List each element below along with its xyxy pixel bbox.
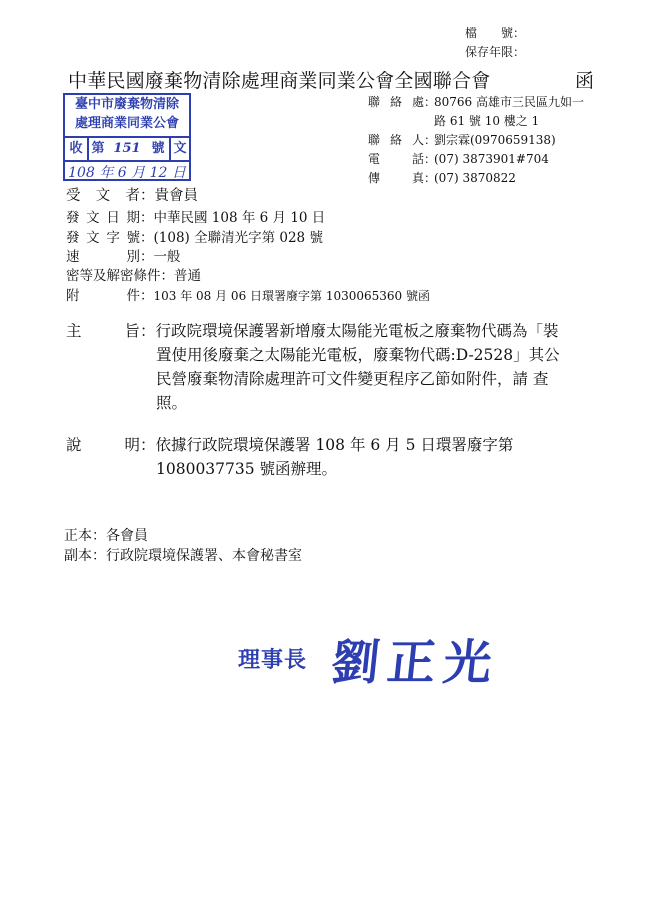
person-label: 聯 絡 人 [368, 133, 424, 147]
subject-label: 主 旨 [66, 322, 140, 340]
stamp-line2: 處理商業同業公會 [74, 116, 179, 131]
stamp-recv: 收 [65, 138, 89, 160]
explanation-line1: 依據行政院環境保護署 108 年 6 月 5 日環署廢字第 [155, 436, 514, 454]
stamp-date: 108 年 6 月 12 日 [68, 165, 186, 181]
subject-line3: 民營廢棄物清除處理許可文件變更程序乙節如附件，請 查 [156, 370, 549, 388]
date-label: 發文日期 [66, 210, 140, 226]
archive-info [465, 24, 615, 62]
subject-line2: 置使用後廢棄之太陽能光電板，廢棄物代碼:D-2528」其公 [156, 346, 560, 364]
signature-name: 劉正光 [328, 635, 503, 691]
recipient-label: 受文者 [66, 188, 140, 204]
phone-label: 電 話 [368, 152, 424, 166]
contact-info: 聯 絡 處 ： 80766 高雄市三民區九如一 路 61 號 10 樓之 1 聯 絡 人 ： 劉宗霖(0970659138) 電 話 ： (07) 3873901#704 傳 真 ： (07) 3870822 [368, 93, 584, 188]
document-title: 中華民國廢棄物清除處理商業同業公會全國聯合會 [68, 70, 491, 92]
speed-label: 速別 [66, 249, 140, 265]
date-row: 發文日期：中華民國 108 年 6 月 10 日 [66, 206, 325, 226]
stamp-wen: 文 [169, 138, 189, 160]
address-line2: 路 61 號 10 樓之 1 [434, 114, 540, 128]
explanation-line2: 1080037735 號函辦理。 [156, 460, 338, 478]
subject-line1: 行政院環境保護署新增廢太陽能光電板之廢棄物代碼為「裝 [155, 322, 559, 340]
subject-line4: 照。 [156, 394, 188, 412]
address-label: 聯 絡 處 [368, 95, 424, 109]
fax-label: 傳 真 [368, 171, 424, 185]
receipt-stamp [63, 93, 191, 181]
stamp-hao: 號 [151, 141, 165, 156]
recipient-row: 受文者：貴會員 [66, 184, 198, 204]
retention-label: 保存年限： [465, 45, 526, 59]
issue-date: 中華民國 108 年 6 月 10 日 [153, 210, 326, 226]
stamp-number-row [65, 136, 189, 162]
recipient: 貴會員 [154, 188, 198, 204]
contact-person: 劉宗霖(0970659138) [434, 133, 556, 147]
speed-row: 速別：一般 [66, 245, 181, 265]
subject-section: 主 旨：行政院環境保護署新增廢太陽能光電板之廢棄物代碼為「裝 置使用後廢棄之太陽能光電板，廢棄物代碼:D-2528」其公 民營廢棄物清除處理許可文件變更程序乙節如附件，請 查 照。 [66, 319, 560, 415]
document-type: 函 [575, 70, 595, 92]
signature-title: 理事長 [238, 648, 308, 673]
speed: 一般 [153, 249, 181, 265]
explanation-section: 說 明：依據行政院環境保護署 108 年 6 月 5 日環署廢字第 1080037735 號函辦理。 [66, 433, 513, 481]
contact-phone: (07) 3873901#704 [434, 152, 549, 166]
address-line1: 80766 高雄市三民區九如一 [434, 95, 584, 109]
explanation-label: 說 明 [66, 436, 140, 454]
stamp-line1: 臺中市廢棄物清除 [74, 97, 179, 112]
number-row: 發文字號：(108) 全聯清光字第 028 號 [66, 226, 323, 246]
stamp-di: 第 [91, 141, 105, 156]
secrecy: 普通 [174, 268, 201, 284]
contact-fax: (07) 3870822 [434, 171, 516, 185]
issue-number: (108) 全聯清光字第 028 號 [153, 230, 323, 246]
attachment: 103 年 08 月 06 日環署廢字第 1030065360 號函 [153, 289, 430, 303]
attachment-row: 附件：103 年 08 月 06 日環署廢字第 1030065360 號函 [66, 284, 430, 304]
copy-recipients: 副本：行政院環境保護署、本會秘書室 [64, 548, 302, 564]
number-label: 發文字號 [66, 230, 140, 246]
secrecy-row: 密等及解密條件：普通 [66, 268, 201, 284]
original-recipients: 正本：各會員 [64, 528, 148, 544]
stamp-number: 151 [113, 141, 141, 156]
secrecy-label: 密等及解密條件 [66, 268, 161, 284]
file-number-label: 檔 號： [465, 26, 526, 40]
attachment-label: 附件 [66, 288, 140, 304]
